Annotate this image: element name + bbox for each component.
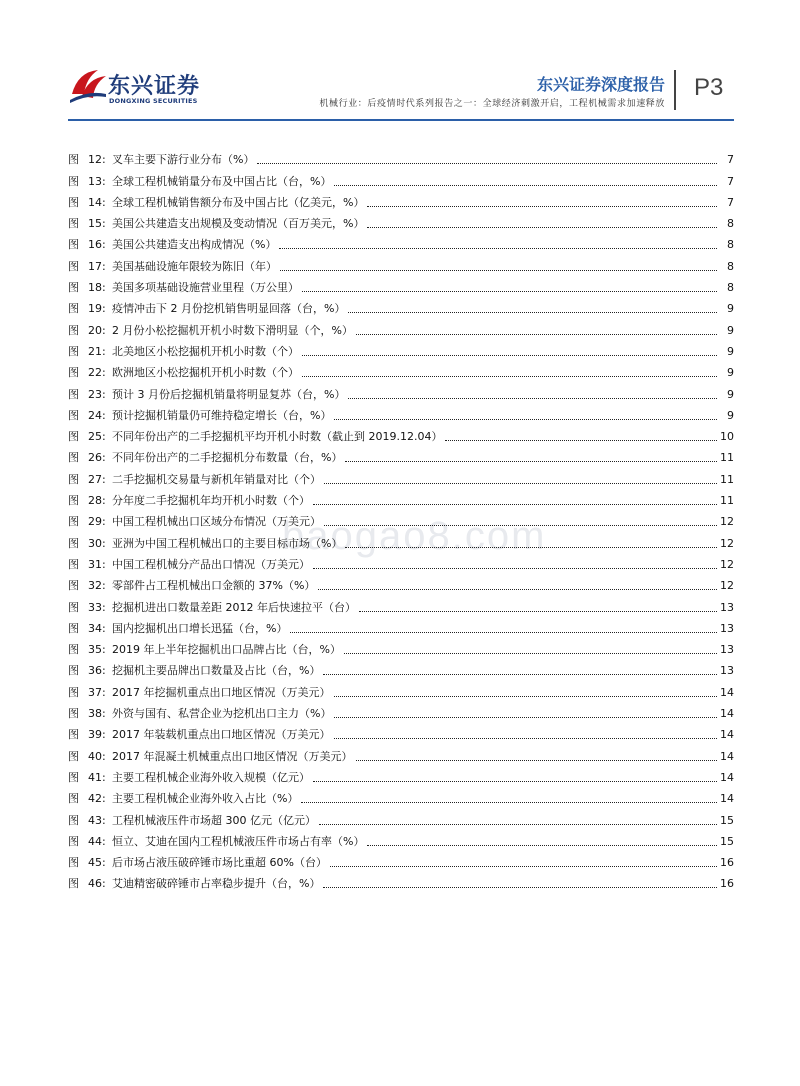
toc-entry-number: 14:	[88, 195, 106, 209]
toc-entry-page: 13	[720, 600, 734, 614]
toc-entry-leader-dots	[323, 887, 717, 888]
toc-entry-prefix: 图	[68, 792, 79, 806]
toc-entry-page: 14	[720, 685, 734, 699]
toc-entry-prefix: 图	[68, 472, 79, 486]
toc-entry-prefix: 图	[68, 281, 79, 295]
toc-entry-number: 28:	[88, 494, 106, 508]
toc-entry-leader-dots	[367, 227, 717, 228]
toc-entry-prefix: 图	[68, 749, 79, 763]
toc-entry-number: 46:	[88, 877, 106, 891]
toc-entry-leader-dots	[290, 632, 717, 633]
toc-entry[interactable]	[68, 167, 734, 188]
toc-entry-title: 北美地区小松挖掘机开机小时数（个）	[112, 344, 299, 358]
toc-entry-page: 9	[727, 344, 734, 358]
toc-entry-title: 二手挖掘机交易量与新机年销量对比（个）	[112, 472, 321, 486]
toc-entry-title: 零部件占工程机械出口金额的 37%（%）	[112, 579, 316, 593]
toc-entry-title: 美国多项基础设施营业里程（万公里）	[112, 281, 299, 295]
toc-entry-prefix: 图	[68, 323, 79, 337]
toc-entry-page: 16	[720, 856, 734, 870]
toc-entry[interactable]	[68, 636, 734, 657]
toc-entry-number: 16:	[88, 238, 106, 252]
toc-entry-number: 30:	[88, 536, 106, 550]
toc-entry-number: 12:	[88, 153, 106, 167]
toc-entry-prefix: 图	[68, 515, 79, 529]
toc-entry-title: 外资与国有、私营企业为挖机出口主力（%）	[112, 707, 332, 721]
toc-entry-number: 34:	[88, 621, 106, 635]
toc-entry-title: 后市场占液压破碎锤市场比重超 60%（台）	[112, 856, 327, 870]
toc-entry-page: 12	[720, 557, 734, 571]
toc-entry-number: 25:	[88, 430, 106, 444]
toc-entry-leader-dots	[257, 163, 717, 164]
watermark: baogao8.com	[282, 514, 547, 558]
toc-entry-prefix: 图	[68, 366, 79, 380]
toc-entry[interactable]	[68, 657, 734, 678]
toc-entry-number: 31:	[88, 557, 106, 571]
toc-entry[interactable]	[68, 529, 734, 550]
toc-entry[interactable]	[68, 828, 734, 849]
toc-entry[interactable]	[68, 338, 734, 359]
toc-entry-title: 中国工程机械分产品出口情况（万美元）	[112, 557, 310, 571]
toc-entry-title: 国内挖掘机出口增长迅猛（台，%）	[112, 621, 288, 635]
toc-entry-page: 15	[720, 813, 734, 827]
toc-entry-page: 8	[727, 217, 734, 231]
toc-entry-title: 主要工程机械企业海外收入占比（%）	[112, 792, 299, 806]
toc-entry-number: 24:	[88, 408, 106, 422]
toc-entry-page: 9	[727, 323, 734, 337]
toc-entry-page: 9	[727, 387, 734, 401]
toc-entry[interactable]	[68, 764, 734, 785]
toc-entry-title: 挖掘机主要品牌出口数量及占比（台，%）	[112, 664, 321, 678]
toc-entry-prefix: 图	[68, 408, 79, 422]
toc-entry-page: 7	[727, 174, 734, 188]
toc-entry-leader-dots	[334, 185, 717, 186]
toc-entry-title: 不同年份出产的二手挖掘机平均开机小时数（截止到 2019.12.04）	[112, 430, 443, 444]
toc-entry-leader-dots	[319, 824, 717, 825]
toc-entry-title: 2019 年上半年挖掘机出口品牌占比（台，%）	[112, 643, 341, 657]
toc-entry-page: 12	[720, 536, 734, 550]
toc-entry-prefix: 图	[68, 707, 79, 721]
toc-entry[interactable]	[68, 316, 734, 337]
page-header	[0, 0, 800, 125]
toc-entry-number: 33:	[88, 600, 106, 614]
toc-entry-number: 18:	[88, 281, 106, 295]
toc-entry-leader-dots	[318, 589, 717, 590]
toc-entry[interactable]	[68, 785, 734, 806]
toc-entry-leader-dots	[313, 568, 717, 569]
toc-entry-number: 32:	[88, 579, 106, 593]
company-logo	[68, 64, 208, 114]
toc-entry-leader-dots	[302, 291, 717, 292]
toc-entry-title: 分年度二手挖掘机年均开机小时数（个）	[112, 494, 310, 508]
toc-entry-page: 15	[720, 834, 734, 848]
toc-entry-leader-dots	[324, 525, 717, 526]
toc-entry-number: 43:	[88, 813, 106, 827]
logo-chinese-name: 东兴证券	[108, 74, 201, 99]
toc-entry-number: 21:	[88, 344, 106, 358]
toc-entry-prefix: 图	[68, 728, 79, 742]
toc-entry-leader-dots	[324, 483, 717, 484]
toc-entry[interactable]	[68, 295, 734, 316]
toc-entry-leader-dots	[445, 440, 717, 441]
toc-entry-title: 2 月份小松挖掘机开机小时数下滑明显（个，%）	[112, 323, 353, 337]
toc-entry-page: 11	[720, 494, 734, 508]
toc-entry-leader-dots	[356, 334, 717, 335]
toc-entry[interactable]	[68, 189, 734, 210]
toc-entry-number: 27:	[88, 472, 106, 486]
toc-entry-prefix: 图	[68, 856, 79, 870]
toc-entry[interactable]	[68, 146, 734, 167]
toc-entry-title: 欧洲地区小松挖掘机开机小时数（个）	[112, 366, 299, 380]
toc-entry-prefix: 图	[68, 557, 79, 571]
toc-entry[interactable]	[68, 465, 734, 486]
toc-entry-prefix: 图	[68, 302, 79, 316]
toc-entry-leader-dots	[345, 461, 717, 462]
toc-entry[interactable]	[68, 231, 734, 252]
page-number: P3	[694, 74, 724, 101]
toc-entry-number: 38:	[88, 707, 106, 721]
toc-entry-number: 44:	[88, 834, 106, 848]
toc-entry-page: 12	[720, 579, 734, 593]
toc-entry-leader-dots	[280, 270, 717, 271]
toc-entry-leader-dots	[301, 802, 717, 803]
toc-entry-title: 预计挖掘机销量仍可维持稳定增长（台，%）	[112, 408, 332, 422]
toc-entry-title: 不同年份出产的二手挖掘机分布数量（台，%）	[112, 451, 343, 465]
report-title: 东兴证券深度报告	[536, 75, 665, 94]
toc-entry-number: 41:	[88, 770, 106, 784]
toc-entry[interactable]	[68, 593, 734, 614]
toc-entry-prefix: 图	[68, 387, 79, 401]
toc-entry-prefix: 图	[68, 174, 79, 188]
header-rule	[68, 119, 734, 121]
toc-entry-leader-dots	[334, 419, 717, 420]
toc-entry-prefix: 图	[68, 217, 79, 231]
toc-entry[interactable]	[68, 870, 734, 891]
toc-entry-page: 14	[720, 792, 734, 806]
toc-entry[interactable]	[68, 487, 734, 508]
logo-mark-icon	[68, 64, 108, 104]
toc-entry-prefix: 图	[68, 579, 79, 593]
toc-entry[interactable]	[68, 849, 734, 870]
toc-entry-number: 22:	[88, 366, 106, 380]
toc-entry-page: 11	[720, 451, 734, 465]
toc-entry-title: 全球工程机械销量分布及中国占比（台，%）	[112, 174, 332, 188]
toc-entry-number: 13:	[88, 174, 106, 188]
toc-entry[interactable]	[68, 615, 734, 636]
toc-entry[interactable]	[68, 551, 734, 572]
toc-entry-number: 37:	[88, 685, 106, 699]
toc-entry-prefix: 图	[68, 430, 79, 444]
toc-entry[interactable]	[68, 572, 734, 593]
toc-entry[interactable]	[68, 806, 734, 827]
toc-entry-leader-dots	[344, 653, 717, 654]
toc-entry-title: 美国公共建造支出规模及变动情况（百万美元，%）	[112, 217, 365, 231]
toc-entry-leader-dots	[313, 781, 717, 782]
toc-entry-number: 17:	[88, 259, 106, 273]
toc-entry-prefix: 图	[68, 238, 79, 252]
toc-entry-prefix: 图	[68, 494, 79, 508]
toc-entry-page: 16	[720, 877, 734, 891]
toc-entry-number: 15:	[88, 217, 106, 231]
toc-entry[interactable]	[68, 359, 734, 380]
toc-entry-page: 8	[727, 281, 734, 295]
toc-entry[interactable]	[68, 402, 734, 423]
toc-entry-leader-dots	[348, 312, 717, 313]
toc-entry-number: 29:	[88, 515, 106, 529]
toc-entry[interactable]	[68, 274, 734, 295]
toc-entry-leader-dots	[359, 611, 717, 612]
toc-entry[interactable]	[68, 742, 734, 763]
toc-entry[interactable]	[68, 423, 734, 444]
toc-entry-page: 10	[720, 430, 734, 444]
toc-entry-title: 亚洲为中国工程机械出口的主要目标市场（%）	[112, 536, 343, 550]
toc-entry-leader-dots	[323, 674, 717, 675]
toc-entry-number: 19:	[88, 302, 106, 316]
toc-entry-leader-dots	[302, 376, 717, 377]
toc-entry-page: 8	[727, 238, 734, 252]
toc-entry-prefix: 图	[68, 621, 79, 635]
toc-entry-title: 艾迪精密破碎锤市占率稳步提升（台，%）	[112, 877, 321, 891]
toc-entry-page: 9	[727, 408, 734, 422]
toc-entry[interactable]	[68, 444, 734, 465]
toc-entry-title: 恒立、艾迪在国内工程机械液压件市场占有率（%）	[112, 834, 365, 848]
toc-entry-title: 疫情冲击下 2 月份挖机销售明显回落（台，%）	[112, 302, 346, 316]
toc-entry-number: 40:	[88, 749, 106, 763]
toc-entry-page: 8	[727, 259, 734, 273]
toc-entry-page: 13	[720, 664, 734, 678]
toc-entry-prefix: 图	[68, 643, 79, 657]
toc-entry-leader-dots	[279, 248, 717, 249]
toc-entry-title: 2017 年混凝土机械重点出口地区情况（万美元）	[112, 749, 353, 763]
toc-entry-leader-dots	[302, 355, 717, 356]
toc-entry-page: 9	[727, 366, 734, 380]
toc-entry-title: 预计 3 月份后挖掘机销量将明显复苏（台，%）	[112, 387, 346, 401]
toc-entry-title: 美国公共建造支出构成情况（%）	[112, 238, 277, 252]
toc-entry-prefix: 图	[68, 153, 79, 167]
toc-entry-prefix: 图	[68, 195, 79, 209]
toc-entry-leader-dots	[348, 398, 717, 399]
toc-entry-number: 35:	[88, 643, 106, 657]
toc-entry-page: 14	[720, 707, 734, 721]
toc-entry-number: 20:	[88, 323, 106, 337]
toc-entry-leader-dots	[330, 866, 717, 867]
header-divider	[674, 70, 676, 110]
toc-entry-number: 45:	[88, 856, 106, 870]
toc-entry-number: 42:	[88, 792, 106, 806]
toc-entry-prefix: 图	[68, 813, 79, 827]
figure-index-list	[68, 146, 734, 891]
toc-entry-leader-dots	[356, 760, 718, 761]
toc-entry-leader-dots	[334, 696, 718, 697]
toc-entry-title: 美国基础设施年限较为陈旧（年）	[112, 259, 277, 273]
toc-entry-prefix: 图	[68, 536, 79, 550]
toc-entry-prefix: 图	[68, 259, 79, 273]
toc-entry[interactable]	[68, 678, 734, 699]
toc-entry-title: 叉车主要下游行业分布（%）	[112, 153, 255, 167]
toc-entry-prefix: 图	[68, 344, 79, 358]
toc-entry-page: 14	[720, 749, 734, 763]
logo-english-name: DONGXING SECURITIES	[109, 97, 198, 105]
toc-entry-prefix: 图	[68, 664, 79, 678]
toc-entry-number: 39:	[88, 728, 106, 742]
toc-entry-title: 工程机械液压件市场超 300 亿元（亿元）	[112, 813, 316, 827]
toc-entry-title: 中国工程机械出口区域分布情况（万美元）	[112, 515, 321, 529]
toc-entry-title: 全球工程机械销售额分布及中国占比（亿美元，%）	[112, 195, 365, 209]
toc-entry-page: 14	[720, 770, 734, 784]
toc-entry-prefix: 图	[68, 685, 79, 699]
toc-entry[interactable]	[68, 700, 734, 721]
report-subtitle: 机械行业：后疫情时代系列报告之一：全球经济刺激开启，工程机械需求加速释放	[319, 99, 665, 109]
toc-entry-leader-dots	[334, 717, 717, 718]
toc-entry-page: 12	[720, 515, 734, 529]
toc-entry-prefix: 图	[68, 877, 79, 891]
toc-entry-leader-dots	[345, 547, 717, 548]
toc-entry-prefix: 图	[68, 834, 79, 848]
toc-entry-title: 2017 年装载机重点出口地区情况（万美元）	[112, 728, 331, 742]
toc-entry-title: 挖掘机进出口数量差距 2012 年后快速拉平（台）	[112, 600, 356, 614]
toc-entry-leader-dots	[367, 845, 717, 846]
toc-entry-leader-dots	[334, 738, 718, 739]
toc-entry-page: 7	[727, 195, 734, 209]
toc-entry-page: 11	[720, 472, 734, 486]
toc-entry-page: 13	[720, 621, 734, 635]
toc-entry-prefix: 图	[68, 451, 79, 465]
toc-entry[interactable]	[68, 210, 734, 231]
toc-entry-number: 26:	[88, 451, 106, 465]
toc-entry-page: 9	[727, 302, 734, 316]
toc-entry[interactable]	[68, 380, 734, 401]
toc-entry-prefix: 图	[68, 770, 79, 784]
toc-entry-leader-dots	[313, 504, 717, 505]
toc-entry-leader-dots	[367, 206, 717, 207]
toc-entry-page: 14	[720, 728, 734, 742]
toc-entry[interactable]	[68, 252, 734, 273]
toc-entry-page: 13	[720, 643, 734, 657]
toc-entry-page: 7	[727, 153, 734, 167]
toc-entry[interactable]	[68, 508, 734, 529]
toc-entry[interactable]	[68, 721, 734, 742]
toc-entry-title: 主要工程机械企业海外收入规模（亿元）	[112, 770, 310, 784]
toc-entry-number: 36:	[88, 664, 106, 678]
toc-entry-number: 23:	[88, 387, 106, 401]
toc-entry-title: 2017 年挖掘机重点出口地区情况（万美元）	[112, 685, 331, 699]
toc-entry-prefix: 图	[68, 600, 79, 614]
